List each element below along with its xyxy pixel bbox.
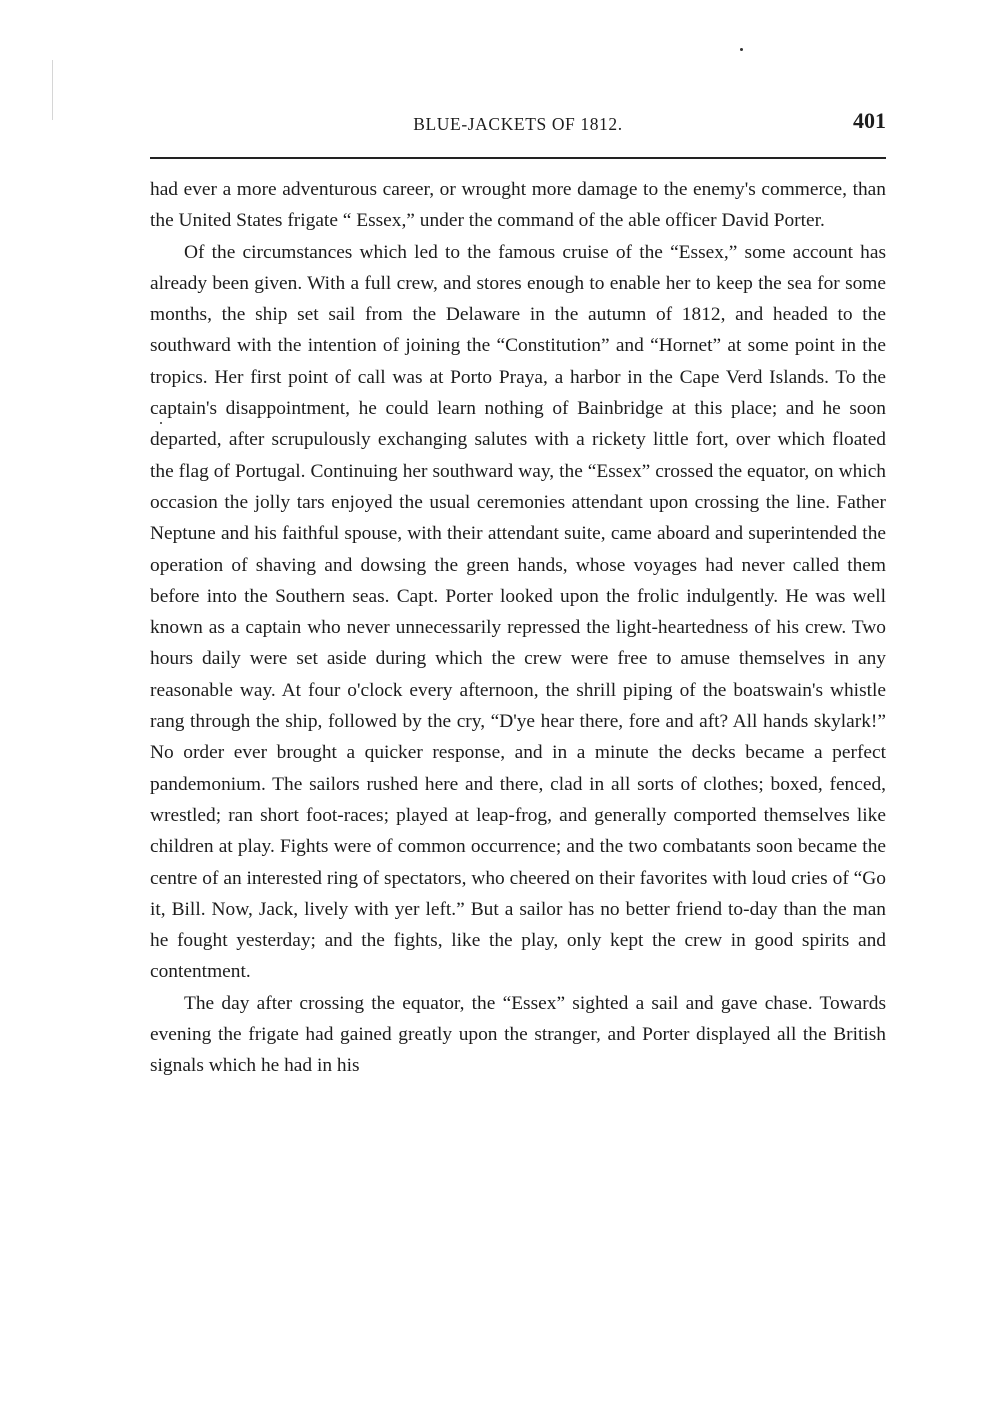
paragraph: The day after crossing the equator, the “Essex” sighted a sail and gave chase. Towards evening the frigate had gained greatly upon the stranger, and Porter displayed all the British signals which he had in his xyxy=(150,992,886,1077)
header-rule xyxy=(150,157,886,159)
page-header xyxy=(150,108,886,148)
scan-margin-mark xyxy=(52,60,53,120)
paragraph: had ever a more adventurous career, or wrought more damage to the enemy's commerce, than the United States frigate “ Essex,” under the command of the able officer David Porter. xyxy=(150,179,886,232)
scan-speck xyxy=(740,48,743,51)
body-text xyxy=(150,174,886,1082)
page-number: 401 xyxy=(853,108,886,133)
running-title: BLUE-JACKETS OF 1812. xyxy=(413,114,623,134)
paragraph: Of the circumstances which led to the famous cruise of the “Essex,” some account has already been given. With a full crew, and stores enough to enable her to keep the sea for some months, the ship set sail from the Delaware in the autumn of 1812, and headed to the southward with the intention of joining the “Constitution” and “Hornet” at some point in the tropics. Her first point of call was at Porto Praya, a harbor in the Cape Verd Islands. To the captain's disappointment, he could learn nothing of Bainbridge at this place; and he soon departed, after scrupulously exchanging salutes with a rickety little fort, over which floated the flag of Portugal. Continuing her southward way, the “Essex” crossed the equator, on which occasion the jolly tars enjoyed the usual ceremonies attendant upon crossing the line. Father Neptune and his faithful spouse, with their attendant suite, came aboard and superintended the operation of shaving and dowsing the green hands, whose voyages had never called them before into the Southern seas. Capt. Porter looked upon the frolic indulgently. He was well known as a captain who never unnecessarily repressed the light-heartedness of his crew. Two hours daily were set aside during which the crew were free to amuse themselves in any reasonable way. At four o'clock every afternoon, the shrill piping of the boatswain's whistle rang through the ship, followed by the cry, “D'ye hear there, fore and aft? All hands skylark!” No order ever brought a quicker response, and in a minute the decks became a perfect pandemonium. The sailors rushed here and there, clad in all sorts of clothes; boxed, fenced, wrestled; ran short foot-races; played at leap-frog, and generally comported themselves like children at play. Fights were of common occurrence; and the two combatants soon became the centre of an interested ring of spectators, who cheered on their favorites with loud cries of “Go it, Bill. Now, Jack, lively with yer left.” But a sailor has no better friend to-day than the man he fought yesterday; and the fights, like the play, only kept the crew in good spirits and contentment. xyxy=(150,241,886,983)
